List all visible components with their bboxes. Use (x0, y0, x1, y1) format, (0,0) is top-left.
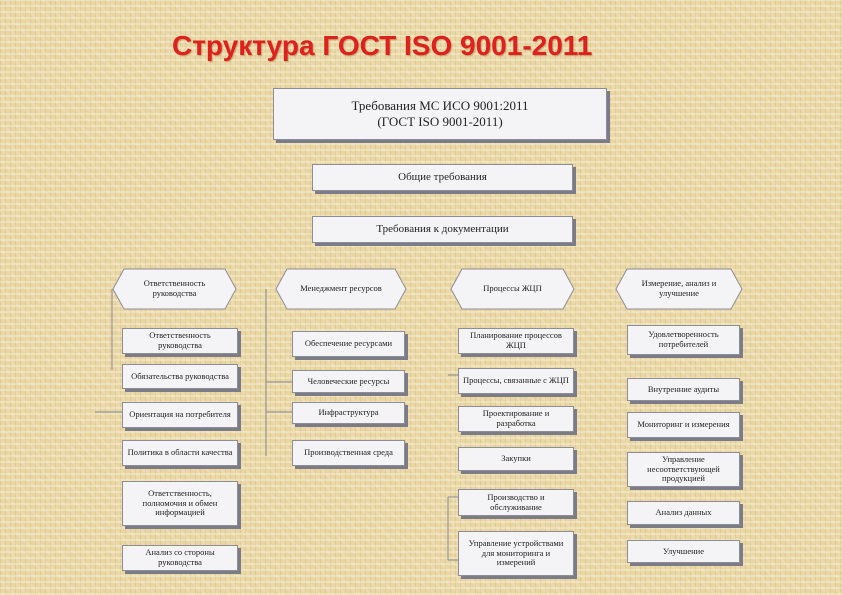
list-item: Процессы, связанные с ЖЦП (458, 368, 574, 394)
list-item: Обязательства руководства (122, 364, 238, 389)
list-item: Мониторинг и измерения (627, 412, 740, 438)
list-item: Ответственность, полномочия и обмен информацией (122, 481, 238, 526)
section-resource-management: Менеджмент ресурсов (275, 268, 407, 310)
list-item: Производственная среда (292, 440, 405, 466)
list-item: Анализ со стороны руководства (122, 545, 238, 571)
slide-title: Структура ГОСТ ISO 9001-2011 (172, 30, 593, 61)
list-item: Улучшение (627, 540, 740, 563)
list-item: Ответственность руководства (122, 328, 238, 354)
list-item: Удовлетворенность потребителей (627, 325, 740, 355)
section-measurement-analysis: Измерение, анализ и улучшение (615, 268, 743, 310)
section-product-lifecycle: Процессы ЖЦП (450, 268, 575, 310)
list-item: Управление устройствами для мониторинга и измерений (458, 531, 574, 576)
list-item: Управление несоответствующей продукцией (627, 452, 740, 487)
documentation-requirements-box: Требования к документации (312, 216, 573, 243)
list-item: Внутренние аудиты (627, 378, 740, 401)
list-item: Инфраструктура (292, 402, 405, 424)
list-item: Обеспечение ресурсами (292, 331, 405, 357)
list-item: Анализ данных (627, 501, 740, 525)
list-item: Человеческие ресурсы (292, 370, 405, 393)
list-item: Планирование процессов ЖЦП (458, 328, 574, 354)
list-item: Проектирование и разработка (458, 406, 574, 432)
general-requirements-box: Общие требования (312, 164, 573, 191)
list-item: Политика в области качества (122, 440, 238, 466)
list-item: Закупки (458, 447, 574, 471)
list-item: Производство и обслуживание (458, 489, 574, 516)
section-management-responsibility: Ответственность руководства (112, 268, 237, 310)
list-item: Ориентация на потребителя (122, 402, 238, 428)
top-requirements-box: Требования МС ИСО 9001:2011 (ГОСТ ISO 9001-2011) (273, 88, 607, 140)
